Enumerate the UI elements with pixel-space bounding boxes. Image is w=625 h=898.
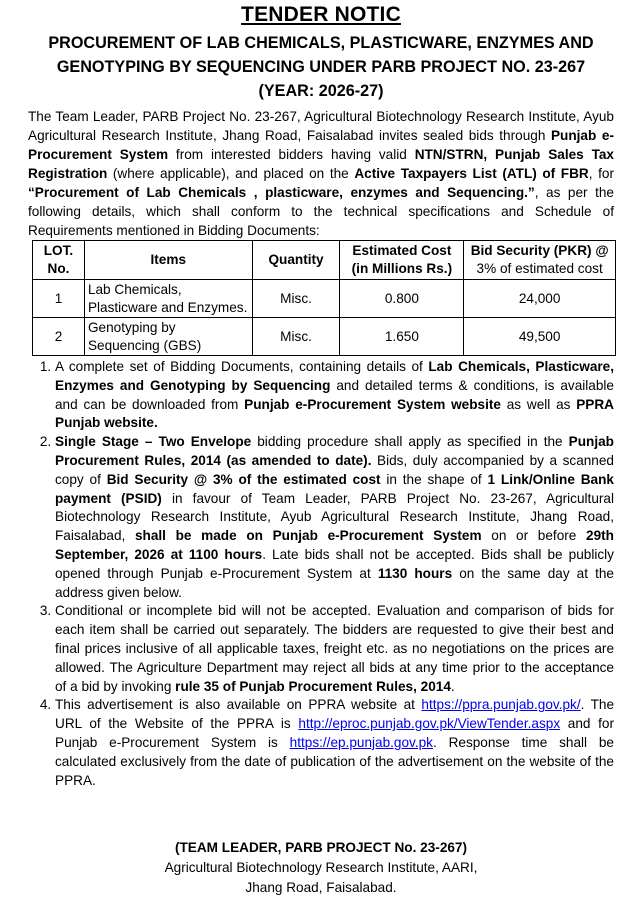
intro-text: from interested bidders having valid xyxy=(168,147,415,162)
clause-text: in favour of Team Leader, PARB Project No. 23-267, Agricultural Biotechnology Research Institute, Ayub Agricultural Research Institute, Jhang Road, Faisalabad, xyxy=(55,490,614,544)
clause-bold: shall be made on Punjab e-Procurement System xyxy=(134,528,482,544)
clause-text: on the same day at the address given below. xyxy=(55,565,614,600)
intro-text: The Team Leader, PARB Project No. 23-267, Agricultural Biotechnology Research Institute, Ayub Agricultural Research Institute, Jhang Road, Faisalabad invites sealed bids through xyxy=(28,109,614,143)
cell-cost: 0.800 xyxy=(340,280,464,318)
header-bid-security xyxy=(464,241,616,280)
intro-text: , as per the following details, which shall conform to the technical specifications and Schedule of Requirements mentioned in Bidding Documents: xyxy=(28,185,614,238)
signatory-title: (TEAM LEADER, PARB PROJECT No. 23-267) xyxy=(174,840,468,856)
title-text: TENDER NOTIC xyxy=(241,3,401,26)
document-subtitle xyxy=(28,31,614,103)
lots-table xyxy=(32,240,616,356)
clause-bold: Bid Security @ 3% of the estimated cost xyxy=(106,471,381,487)
cell-security: 24,000 xyxy=(464,280,616,318)
table-row xyxy=(33,280,616,318)
subtitle-line-2: GENOTYPING BY SEQUENCING UNDER PARB PROJECT NO. 23-267 xyxy=(56,58,586,76)
intro-text: , for xyxy=(588,166,614,181)
header-quantity: Quantity xyxy=(252,241,340,280)
clause-text: and for Punjab e-Procurement System is xyxy=(55,716,614,750)
clause-text: . xyxy=(450,678,455,694)
subtitle-line-1: PROCUREMENT OF LAB CHEMICALS, PLASTICWARE, ENZYMES AND xyxy=(48,34,594,52)
clause-text: and detailed terms & conditions, is available and can be downloaded from xyxy=(55,377,614,412)
header-bid-security-rest: 3% of estimated cost xyxy=(476,261,603,276)
signature-block xyxy=(28,838,614,898)
subtitle-year: (YEAR: 2026-27) xyxy=(258,82,384,100)
clause-3 xyxy=(55,602,614,696)
intro-bold: Active Taxpayers List (ATL) of FBR xyxy=(354,166,589,181)
clause-text: on or before xyxy=(481,528,587,544)
table-header-row xyxy=(33,241,616,280)
clause-bold: Punjab Procurement Rules, 2014 (as amended to date). xyxy=(55,434,614,468)
clause-text: A complete set of Bidding Documents, containing details of xyxy=(55,359,429,374)
e-procurement-link[interactable]: https://ep.punjab.gov.pk xyxy=(289,734,433,750)
clause-bold: Lab Chemicals, Plasticware, Enzymes and Genotyping by Sequencing xyxy=(55,359,615,393)
clause-text: as well as xyxy=(500,396,577,412)
intro-bold: Punjab e-Procurement System xyxy=(28,128,614,162)
cell-item: Genotyping by Sequencing (GBS) xyxy=(84,318,252,356)
clause-2 xyxy=(55,433,614,602)
intro-paragraph xyxy=(28,107,614,240)
cell-lot: 1 xyxy=(33,280,85,318)
clause-bold: 1130 hours xyxy=(377,565,453,581)
clause-text: Conditional or incomplete bid will not be accepted. Evaluation and comparison of bids for each item shall be carried out separately. The bidders are requested to give their best and final prices inclusive of all applicable taxes, freight etc. as no negotiations on the prices are allowed. The Agriculture Department may reject all bids at any time prior to the acceptance of a bid by invoking xyxy=(55,603,614,694)
signatory-address: Jhang Road, Faisalabad. xyxy=(245,880,397,896)
cell-lot: 2 xyxy=(33,318,85,356)
header-lot: LOT. No. xyxy=(33,241,85,280)
intro-bold: “Procurement of Lab Chemicals , plasticware, enzymes and Sequencing.” xyxy=(28,185,535,200)
clause-bold: Punjab e-Procurement System website xyxy=(244,396,501,412)
clause-text: bidding procedure shall apply as specified in the xyxy=(251,434,569,450)
clause-text: . Late bids shall not be accepted. Bids shall be publicly opened through Punjab e-Procurement System at xyxy=(55,546,614,581)
clause-bold: Single Stage – Two Envelope xyxy=(55,434,252,450)
cell-cost: 1.650 xyxy=(340,318,464,356)
ppra-website-link[interactable]: https://ppra.punjab.gov.pk/ xyxy=(421,697,581,713)
tender-notice-document xyxy=(28,0,614,898)
clause-text: Bids, duly accompanied by a scanned copy of xyxy=(55,452,614,487)
clause-bold: 29th September, 2026 at 1100 hours xyxy=(55,528,614,562)
intro-text: (where applicable), and placed on the xyxy=(107,166,355,181)
cell-item: Lab Chemicals, Plasticware and Enzymes. xyxy=(84,280,252,318)
header-estimated-cost: Estimated Cost (in Millions Rs.) xyxy=(340,241,464,280)
cell-quantity: Misc. xyxy=(252,318,340,356)
clause-text: . Response time shall be calculated exclusively from the date of publication of the advertisement on the website of the PPRA. xyxy=(55,734,614,788)
intro-bold: NTN/STRN, Punjab Sales Tax Registration xyxy=(28,147,614,181)
clause-bold: 1 Link/Online Bank payment (PSID) xyxy=(55,471,614,506)
clause-bold: PPRA Punjab website. xyxy=(55,396,615,431)
clauses-list xyxy=(28,358,614,790)
clause-text: . The URL of the Website of the PPRA is xyxy=(55,697,615,732)
clause-text: This advertisement is also available on PPRA website at xyxy=(55,697,422,713)
document-title xyxy=(28,2,614,28)
clause-1 xyxy=(55,358,614,433)
table-row xyxy=(33,318,616,356)
signatory-institute: Agricultural Biotechnology Research Institute, AARI, xyxy=(164,860,478,876)
header-bid-security-bold: Bid Security (PKR) @ xyxy=(470,243,609,258)
clause-bold: rule 35 of Punjab Procurement Rules, 2014 xyxy=(175,678,451,694)
clause-text: in the shape of xyxy=(380,471,488,487)
ppra-view-tender-link[interactable]: http://eproc.punjab.gov.pk/ViewTender.aspx xyxy=(298,716,561,732)
header-items: Items xyxy=(84,241,252,280)
cell-security: 49,500 xyxy=(464,318,616,356)
cell-quantity: Misc. xyxy=(252,280,340,318)
clause-4 xyxy=(55,696,614,790)
